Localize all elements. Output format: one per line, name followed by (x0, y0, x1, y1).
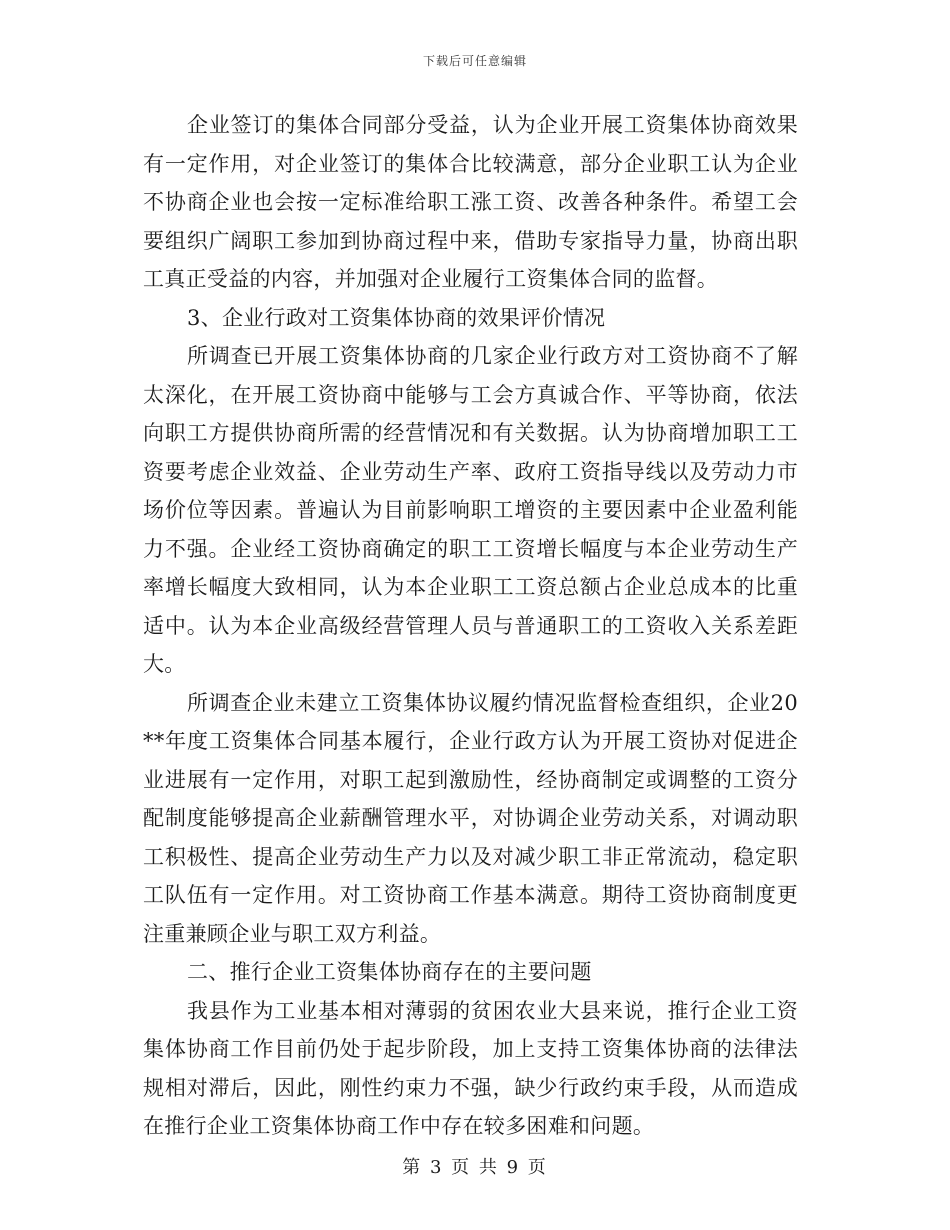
paragraph-3: 所调查企业未建立工资集体协议履约情况监督检查组织，企业20**年度工资集体合同基本履行，企业行政方认为开展工资协对促进企业进展有一定作用，对职工起到激励性，经协商制定或调整的工资分配制度能够提高企业薪酬管理水平，对协调企业劳动关系，对调动职工积极性、提高企业劳动生产力以及对减少职工非正常流动，稳定职工队伍有一定作用。对工资协商工作基本满意。期待工资协商制度更注重兼顾企业与职工双方利益。 (143, 690, 798, 946)
paragraph-2: 所调查已开展工资集体协商的几家企业行政方对工资协商不了解太深化，在开展工资协商中能够与工会方真诚合作、平等协商，依法向职工方提供协商所需的经营情况和有关数据。认为协商增加职工工资要考虑企业效益、企业劳动生产率、政府工资指导线以及劳动力市场价位等因素。普遍认为目前影响职工增资的主要因素中企业盈利能力不强。企业经工资协商确定的职工工资增长幅度与本企业劳动生产率增长幅度大致相同，认为本企业职工工资总额占企业总成本的比重适中。认为本企业高级经营管理人员与普通职工的工资收入关系差距大。 (143, 344, 798, 676)
paragraph-4: 我县作为工业基本相对薄弱的贫困农业大县来说，推行企业工资集体协商工作目前仍处于起步阶段，加上支持工资集体协商的法律法规相对滞后，因此，刚性约束力不强，缺少行政约束手段，从而造成在推行企业工资集体协商工作中存在较多困难和问题。 (143, 998, 798, 1138)
page-header: 下载后可任意编辑 (422, 54, 527, 68)
document-body (143, 106, 798, 1146)
paragraph-1: 企业签订的集体合同部分受益，认为企业开展工资集体协商效果有一定作用，对企业签订的集体合比较满意，部分企业职工认为企业不协商企业也会按一定标准给职工涨工资、改善各种条件。希望工会要组织广阔职工参加到协商过程中来，借助专家指导力量，协商出职工真正受益的内容，并加强对企业履行工资集体合同的监督。 (143, 113, 798, 291)
section-heading-3: 3、企业行政对工资集体协商的效果评价情况 (187, 305, 606, 330)
page-number-footer: 第 3 页 共 9 页 (402, 1157, 548, 1178)
section-heading-2: 二、推行企业工资集体协商存在的主要问题 (187, 960, 592, 984)
